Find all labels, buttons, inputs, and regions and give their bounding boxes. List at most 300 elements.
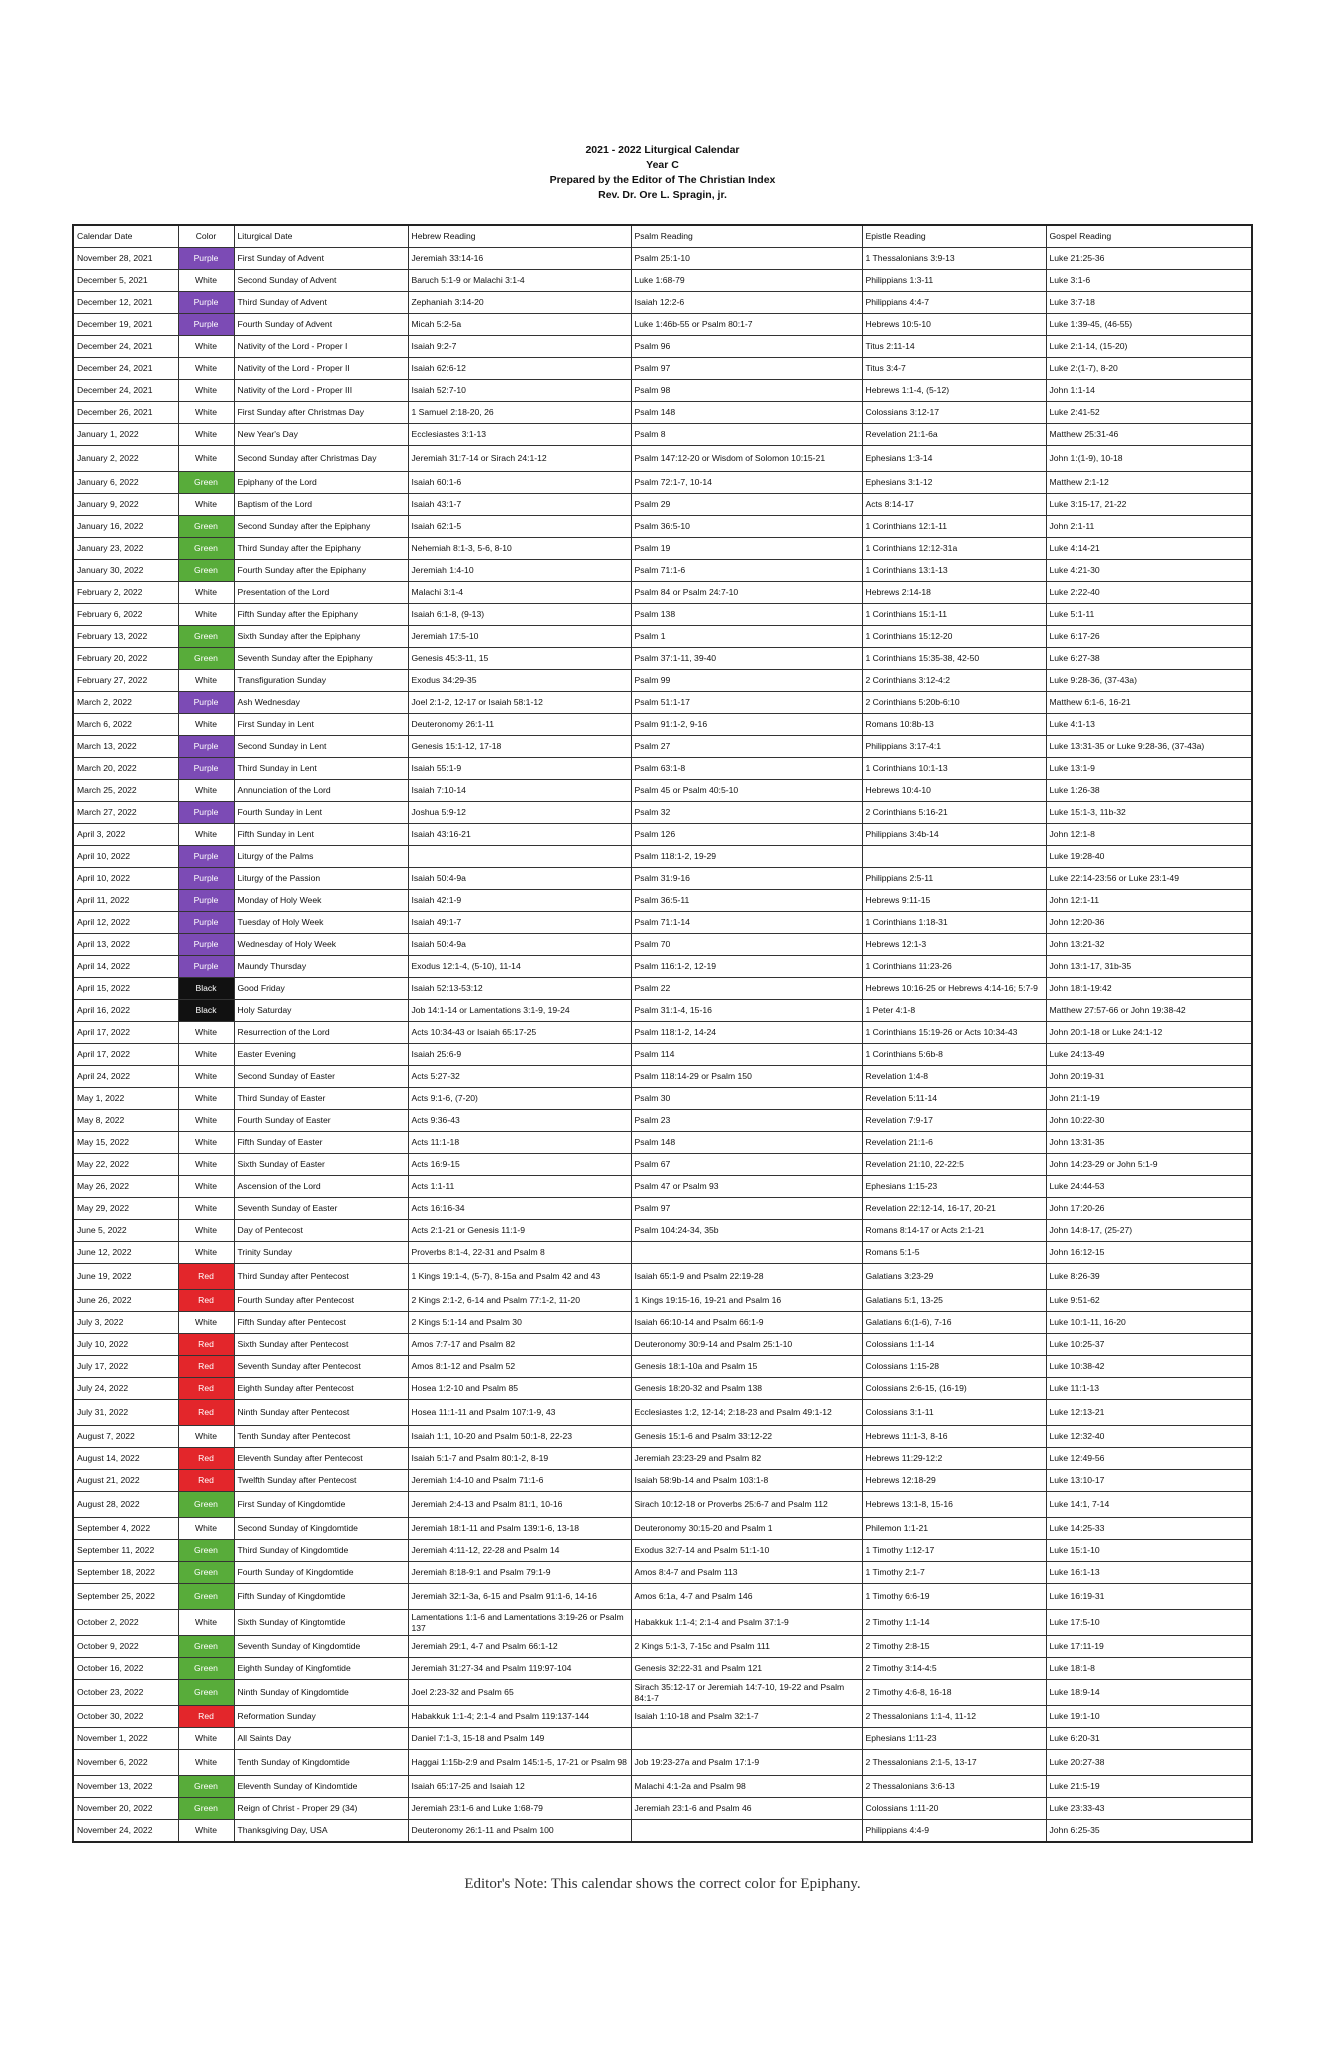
liturgical-date-cell: Ascension of the Lord [234, 1176, 408, 1198]
calendar-date-cell: January 1, 2022 [73, 424, 178, 446]
table-row [73, 582, 1252, 604]
liturgical-date-cell: Fourth Sunday after the Epiphany [234, 560, 408, 582]
liturgical-date-cell: Seventh Sunday after the Epiphany [234, 648, 408, 670]
hebrew-reading-cell: Nehemiah 8:1-3, 5-6, 8-10 [408, 538, 631, 560]
epistle-reading-cell: Ephesians 1:15-23 [862, 1176, 1046, 1198]
epistle-reading-cell: Philippians 4:4-7 [862, 292, 1046, 314]
calendar-date-cell: January 9, 2022 [73, 494, 178, 516]
hebrew-reading-cell: Zephaniah 3:14-20 [408, 292, 631, 314]
hebrew-reading-cell: Isaiah 43:1-7 [408, 494, 631, 516]
hebrew-reading-cell: Acts 2:1-21 or Genesis 11:1-9 [408, 1220, 631, 1242]
hebrew-reading-cell: Exodus 34:29-35 [408, 670, 631, 692]
epistle-reading-cell: Colossians 3:1-11 [862, 1400, 1046, 1426]
calendar-header [0, 143, 1325, 203]
epistle-reading-cell: Hebrews 11:29-12:2 [862, 1448, 1046, 1470]
gospel-reading-cell: John 13:31-35 [1046, 1132, 1252, 1154]
psalm-reading-cell: Psalm 31:9-16 [631, 868, 862, 890]
psalm-reading-cell: 1 Kings 19:15-16, 19-21 and Psalm 16 [631, 1290, 862, 1312]
epistle-reading-cell: 1 Corinthians 15:12-20 [862, 626, 1046, 648]
liturgical-color-cell: Purple [178, 868, 234, 890]
liturgical-date-cell: Tenth Sunday of Kingdomtide [234, 1750, 408, 1776]
calendar-date-cell: July 31, 2022 [73, 1400, 178, 1426]
liturgical-calendar-table [72, 224, 1253, 1843]
calendar-date-cell: October 2, 2022 [73, 1610, 178, 1636]
calendar-date-cell: December 24, 2021 [73, 336, 178, 358]
column-header-epistle-reading: Epistle Reading [862, 225, 1046, 248]
epistle-reading-cell: 1 Corinthians 15:19-26 or Acts 10:34-43 [862, 1022, 1046, 1044]
gospel-reading-cell: Luke 16:1-13 [1046, 1562, 1252, 1584]
liturgical-date-cell: Liturgy of the Palms [234, 846, 408, 868]
epistle-reading-cell: Ephesians 1:11-23 [862, 1728, 1046, 1750]
gospel-reading-cell: Luke 13:31-35 or Luke 9:28-36, (37-43a) [1046, 736, 1252, 758]
liturgical-date-cell: Ninth Sunday of Kingdomtide [234, 1680, 408, 1706]
calendar-date-cell: September 25, 2022 [73, 1584, 178, 1610]
gospel-reading-cell: Luke 23:33-43 [1046, 1798, 1252, 1820]
table-row [73, 314, 1252, 336]
liturgical-color-cell: Green [178, 1636, 234, 1658]
psalm-reading-cell: Psalm 118:1-2, 14-24 [631, 1022, 862, 1044]
epistle-reading-cell: Hebrews 10:5-10 [862, 314, 1046, 336]
psalm-reading-cell: Psalm 138 [631, 604, 862, 626]
epistle-reading-cell: 2 Corinthians 3:12-4:2 [862, 670, 1046, 692]
psalm-reading-cell: Deuteronomy 30:15-20 and Psalm 1 [631, 1518, 862, 1540]
psalm-reading-cell: Psalm 97 [631, 1198, 862, 1220]
liturgical-color-cell: Green [178, 1798, 234, 1820]
gospel-reading-cell: Luke 2:1-14, (15-20) [1046, 336, 1252, 358]
psalm-reading-cell: Psalm 84 or Psalm 24:7-10 [631, 582, 862, 604]
hebrew-reading-cell: Malachi 3:1-4 [408, 582, 631, 604]
psalm-reading-cell: Psalm 31:1-4, 15-16 [631, 1000, 862, 1022]
liturgical-color-cell: Purple [178, 248, 234, 270]
epistle-reading-cell: Romans 5:1-5 [862, 1242, 1046, 1264]
psalm-reading-cell: Job 19:23-27a and Psalm 17:1-9 [631, 1750, 862, 1776]
gospel-reading-cell: Luke 14:1, 7-14 [1046, 1492, 1252, 1518]
calendar-date-cell: January 23, 2022 [73, 538, 178, 560]
calendar-date-cell: December 5, 2021 [73, 270, 178, 292]
table-row [73, 890, 1252, 912]
liturgical-date-cell: Fourth Sunday of Easter [234, 1110, 408, 1132]
calendar-date-cell: November 24, 2022 [73, 1820, 178, 1842]
liturgical-color-cell: White [178, 1242, 234, 1264]
hebrew-reading-cell: Deuteronomy 26:1-11 [408, 714, 631, 736]
psalm-reading-cell: Psalm 148 [631, 1132, 862, 1154]
calendar-year: Year C [646, 159, 679, 171]
hebrew-reading-cell: Isaiah 52:13-53:12 [408, 978, 631, 1000]
liturgical-color-cell: Red [178, 1356, 234, 1378]
liturgical-date-cell: Fourth Sunday of Kingdomtide [234, 1562, 408, 1584]
liturgical-date-cell: New Year's Day [234, 424, 408, 446]
epistle-reading-cell: 1 Corinthians 15:35-38, 42-50 [862, 648, 1046, 670]
calendar-date-cell: April 17, 2022 [73, 1044, 178, 1066]
gospel-reading-cell: Luke 15:1-3, 11b-32 [1046, 802, 1252, 824]
psalm-reading-cell: Malachi 4:1-2a and Psalm 98 [631, 1776, 862, 1798]
table-row [73, 248, 1252, 270]
liturgical-color-cell: Green [178, 538, 234, 560]
liturgical-date-cell: Baptism of the Lord [234, 494, 408, 516]
hebrew-reading-cell: 2 Kings 5:1-14 and Psalm 30 [408, 1312, 631, 1334]
psalm-reading-cell: Jeremiah 23:23-29 and Psalm 82 [631, 1448, 862, 1470]
epistle-reading-cell: Revelation 22:12-14, 16-17, 20-21 [862, 1198, 1046, 1220]
hebrew-reading-cell: Baruch 5:1-9 or Malachi 3:1-4 [408, 270, 631, 292]
hebrew-reading-cell: Isaiah 43:16-21 [408, 824, 631, 846]
hebrew-reading-cell: Lamentations 1:1-6 and Lamentations 3:19-26 or Psalm 137 [408, 1610, 631, 1636]
table-row [73, 846, 1252, 868]
epistle-reading-cell: Revelation 21:10, 22-22:5 [862, 1154, 1046, 1176]
hebrew-reading-cell: Genesis 15:1-12, 17-18 [408, 736, 631, 758]
gospel-reading-cell: Luke 21:25-36 [1046, 248, 1252, 270]
liturgical-date-cell: Thanksgiving Day, USA [234, 1820, 408, 1842]
liturgical-color-cell: Green [178, 516, 234, 538]
table-row [73, 1706, 1252, 1728]
hebrew-reading-cell: Jeremiah 1:4-10 and Psalm 71:1-6 [408, 1470, 631, 1492]
liturgical-date-cell: Fourth Sunday after Pentecost [234, 1290, 408, 1312]
psalm-reading-cell [631, 1820, 862, 1842]
epistle-reading-cell: Philippians 2:5-11 [862, 868, 1046, 890]
liturgical-color-cell: Purple [178, 314, 234, 336]
column-header-color: Color [178, 225, 234, 248]
gospel-reading-cell: Luke 24:13-49 [1046, 1044, 1252, 1066]
epistle-reading-cell: 1 Corinthians 15:1-11 [862, 604, 1046, 626]
psalm-reading-cell: Psalm 91:1-2, 9-16 [631, 714, 862, 736]
table-row [73, 1820, 1252, 1842]
epistle-reading-cell: 2 Thessalonians 2:1-5, 13-17 [862, 1750, 1046, 1776]
liturgical-color-cell: White [178, 714, 234, 736]
liturgical-date-cell: Eighth Sunday of Kingfomtide [234, 1658, 408, 1680]
hebrew-reading-cell: Isaiah 6:1-8, (9-13) [408, 604, 631, 626]
calendar-date-cell: October 23, 2022 [73, 1680, 178, 1706]
hebrew-reading-cell: Acts 5:27-32 [408, 1066, 631, 1088]
hebrew-reading-cell: Daniel 7:1-3, 15-18 and Psalm 149 [408, 1728, 631, 1750]
hebrew-reading-cell: Jeremiah 31:27-34 and Psalm 119:97-104 [408, 1658, 631, 1680]
psalm-reading-cell: Psalm 25:1-10 [631, 248, 862, 270]
epistle-reading-cell: Romans 8:14-17 or Acts 2:1-21 [862, 1220, 1046, 1242]
gospel-reading-cell: Luke 17:5-10 [1046, 1610, 1252, 1636]
epistle-reading-cell: Revelation 21:1-6 [862, 1132, 1046, 1154]
calendar-date-cell: December 24, 2021 [73, 380, 178, 402]
calendar-date-cell: August 7, 2022 [73, 1426, 178, 1448]
epistle-reading-cell: Hebrews 10:16-25 or Hebrews 4:14-16; 5:7-9 [862, 978, 1046, 1000]
liturgical-color-cell: Green [178, 472, 234, 494]
gospel-reading-cell: Luke 18:9-14 [1046, 1680, 1252, 1706]
psalm-reading-cell: Psalm 98 [631, 380, 862, 402]
epistle-reading-cell: 2 Timothy 3:14-4:5 [862, 1658, 1046, 1680]
liturgical-color-cell: White [178, 582, 234, 604]
liturgical-date-cell: Good Friday [234, 978, 408, 1000]
table-row [73, 1176, 1252, 1198]
epistle-reading-cell: Revelation 7:9-17 [862, 1110, 1046, 1132]
hebrew-reading-cell: Amos 7:7-17 and Psalm 82 [408, 1334, 631, 1356]
gospel-reading-cell: John 12:1-8 [1046, 824, 1252, 846]
liturgical-color-cell: White [178, 1820, 234, 1842]
hebrew-reading-cell: Acts 16:9-15 [408, 1154, 631, 1176]
calendar-date-cell: February 13, 2022 [73, 626, 178, 648]
hebrew-reading-cell: Hosea 1:2-10 and Psalm 85 [408, 1378, 631, 1400]
psalm-reading-cell: Psalm 71:1-6 [631, 560, 862, 582]
hebrew-reading-cell: Isaiah 50:4-9a [408, 868, 631, 890]
calendar-date-cell: March 13, 2022 [73, 736, 178, 758]
psalm-reading-cell: Psalm 148 [631, 402, 862, 424]
hebrew-reading-cell: 1 Kings 19:1-4, (5-7), 8-15a and Psalm 42 and 43 [408, 1264, 631, 1290]
gospel-reading-cell: Luke 1:39-45, (46-55) [1046, 314, 1252, 336]
table-row [73, 424, 1252, 446]
liturgical-date-cell: Seventh Sunday after Pentecost [234, 1356, 408, 1378]
hebrew-reading-cell: Jeremiah 18:1-11 and Psalm 139:1-6, 13-18 [408, 1518, 631, 1540]
calendar-date-cell: June 26, 2022 [73, 1290, 178, 1312]
epistle-reading-cell: 1 Thessalonians 3:9-13 [862, 248, 1046, 270]
epistle-reading-cell: 2 Thessalonians 1:1-4, 11-12 [862, 1706, 1046, 1728]
column-header-calendar-date: Calendar Date [73, 225, 178, 248]
liturgical-color-cell: Red [178, 1448, 234, 1470]
gospel-reading-cell: Luke 21:5-19 [1046, 1776, 1252, 1798]
gospel-reading-cell: Luke 2:22-40 [1046, 582, 1252, 604]
epistle-reading-cell: Ephesians 3:1-12 [862, 472, 1046, 494]
epistle-reading-cell: Hebrews 12:1-3 [862, 934, 1046, 956]
calendar-date-cell: December 12, 2021 [73, 292, 178, 314]
table-row [73, 472, 1252, 494]
hebrew-reading-cell: Isaiah 9:2-7 [408, 336, 631, 358]
hebrew-reading-cell: Isaiah 62:6-12 [408, 358, 631, 380]
calendar-date-cell: July 17, 2022 [73, 1356, 178, 1378]
table-row [73, 1680, 1252, 1706]
epistle-reading-cell: Revelation 5:11-14 [862, 1088, 1046, 1110]
hebrew-reading-cell: Jeremiah 8:18-9:1 and Psalm 79:1-9 [408, 1562, 631, 1584]
epistle-reading-cell: 2 Corinthians 5:20b-6:10 [862, 692, 1046, 714]
gospel-reading-cell: Luke 12:13-21 [1046, 1400, 1252, 1426]
gospel-reading-cell: Luke 4:1-13 [1046, 714, 1252, 736]
gospel-reading-cell: Luke 20:27-38 [1046, 1750, 1252, 1776]
calendar-date-cell: November 13, 2022 [73, 1776, 178, 1798]
psalm-reading-cell: Genesis 18:20-32 and Psalm 138 [631, 1378, 862, 1400]
column-header-liturgical-date: Liturgical Date [234, 225, 408, 248]
table-row [73, 670, 1252, 692]
calendar-date-cell: March 6, 2022 [73, 714, 178, 736]
epistle-reading-cell: 1 Peter 4:1-8 [862, 1000, 1046, 1022]
epistle-reading-cell: Galatians 6:(1-6), 7-16 [862, 1312, 1046, 1334]
epistle-reading-cell: Colossians 1:11-20 [862, 1798, 1046, 1820]
table-row [73, 934, 1252, 956]
gospel-reading-cell: John 13:21-32 [1046, 934, 1252, 956]
gospel-reading-cell: John 10:22-30 [1046, 1110, 1252, 1132]
psalm-reading-cell: Habakkuk 1:1-4; 2:1-4 and Psalm 37:1-9 [631, 1610, 862, 1636]
gospel-reading-cell: Luke 4:14-21 [1046, 538, 1252, 560]
psalm-reading-cell: Psalm 114 [631, 1044, 862, 1066]
liturgical-color-cell: White [178, 1426, 234, 1448]
gospel-reading-cell: Luke 10:38-42 [1046, 1356, 1252, 1378]
liturgical-date-cell: Third Sunday after the Epiphany [234, 538, 408, 560]
hebrew-reading-cell: Joshua 5:9-12 [408, 802, 631, 824]
liturgical-color-cell: Green [178, 648, 234, 670]
gospel-reading-cell: John 20:19-31 [1046, 1066, 1252, 1088]
gospel-reading-cell: Luke 13:1-9 [1046, 758, 1252, 780]
calendar-date-cell: March 25, 2022 [73, 780, 178, 802]
psalm-reading-cell [631, 1242, 862, 1264]
table-row [73, 758, 1252, 780]
calendar-date-cell: January 6, 2022 [73, 472, 178, 494]
liturgical-color-cell: Green [178, 1658, 234, 1680]
liturgical-color-cell: White [178, 358, 234, 380]
calendar-date-cell: December 26, 2021 [73, 402, 178, 424]
psalm-reading-cell: Luke 1:68-79 [631, 270, 862, 292]
liturgical-color-cell: White [178, 424, 234, 446]
table-row [73, 270, 1252, 292]
epistle-reading-cell: 1 Corinthians 10:1-13 [862, 758, 1046, 780]
calendar-date-cell: June 12, 2022 [73, 1242, 178, 1264]
calendar-date-cell: January 16, 2022 [73, 516, 178, 538]
calendar-date-cell: July 24, 2022 [73, 1378, 178, 1400]
gospel-reading-cell: Luke 18:1-8 [1046, 1658, 1252, 1680]
hebrew-reading-cell: Acts 9:36-43 [408, 1110, 631, 1132]
epistle-reading-cell: Colossians 3:12-17 [862, 402, 1046, 424]
epistle-reading-cell: 2 Corinthians 5:16-21 [862, 802, 1046, 824]
table-row [73, 1470, 1252, 1492]
psalm-reading-cell: Psalm 27 [631, 736, 862, 758]
liturgical-date-cell: Eleventh Sunday after Pentecost [234, 1448, 408, 1470]
liturgical-date-cell: Fifth Sunday in Lent [234, 824, 408, 846]
table-row [73, 648, 1252, 670]
liturgical-color-cell: White [178, 1044, 234, 1066]
table-row [73, 868, 1252, 890]
table-row [73, 1400, 1252, 1426]
liturgical-color-cell: White [178, 380, 234, 402]
psalm-reading-cell: Amos 6:1a, 4-7 and Psalm 146 [631, 1584, 862, 1610]
liturgical-date-cell: Second Sunday in Lent [234, 736, 408, 758]
gospel-reading-cell: Luke 16:19-31 [1046, 1584, 1252, 1610]
liturgical-color-cell: White [178, 1022, 234, 1044]
epistle-reading-cell: Colossians 2:6-15, (16-19) [862, 1378, 1046, 1400]
gospel-reading-cell: Matthew 25:31-46 [1046, 424, 1252, 446]
hebrew-reading-cell: Jeremiah 29:1, 4-7 and Psalm 66:1-12 [408, 1636, 631, 1658]
liturgical-date-cell: Nativity of the Lord - Proper III [234, 380, 408, 402]
hebrew-reading-cell: Acts 9:1-6, (7-20) [408, 1088, 631, 1110]
epistle-reading-cell: 1 Corinthians 13:1-13 [862, 560, 1046, 582]
liturgical-date-cell: Nativity of the Lord - Proper II [234, 358, 408, 380]
table-row [73, 692, 1252, 714]
calendar-date-cell: October 9, 2022 [73, 1636, 178, 1658]
hebrew-reading-cell: Isaiah 42:1-9 [408, 890, 631, 912]
table-row [73, 1798, 1252, 1820]
epistle-reading-cell: Titus 2:11-14 [862, 336, 1046, 358]
calendar-date-cell: March 2, 2022 [73, 692, 178, 714]
hebrew-reading-cell: Hosea 11:1-11 and Psalm 107:1-9, 43 [408, 1400, 631, 1426]
liturgical-color-cell: Red [178, 1264, 234, 1290]
calendar-date-cell: March 27, 2022 [73, 802, 178, 824]
gospel-reading-cell: John 6:25-35 [1046, 1820, 1252, 1842]
table-row [73, 560, 1252, 582]
liturgical-date-cell: Eighth Sunday after Pentecost [234, 1378, 408, 1400]
calendar-date-cell: October 30, 2022 [73, 1706, 178, 1728]
liturgical-color-cell: White [178, 1518, 234, 1540]
epistle-reading-cell: Philippians 3:4b-14 [862, 824, 1046, 846]
liturgical-color-cell: White [178, 1110, 234, 1132]
table-row [73, 1242, 1252, 1264]
psalm-reading-cell: Psalm 67 [631, 1154, 862, 1176]
psalm-reading-cell: Psalm 147:12-20 or Wisdom of Solomon 10:15-21 [631, 446, 862, 472]
epistle-reading-cell: 2 Timothy 2:8-15 [862, 1636, 1046, 1658]
gospel-reading-cell: Luke 17:11-19 [1046, 1636, 1252, 1658]
hebrew-reading-cell: Jeremiah 17:5-10 [408, 626, 631, 648]
calendar-date-cell: April 3, 2022 [73, 824, 178, 846]
gospel-reading-cell: Luke 22:14-23:56 or Luke 23:1-49 [1046, 868, 1252, 890]
hebrew-reading-cell: Acts 11:1-18 [408, 1132, 631, 1154]
liturgical-date-cell: Tenth Sunday after Pentecost [234, 1426, 408, 1448]
epistle-reading-cell: Philippians 4:4-9 [862, 1820, 1046, 1842]
liturgical-date-cell: Monday of Holy Week [234, 890, 408, 912]
liturgical-date-cell: Easter Evening [234, 1044, 408, 1066]
psalm-reading-cell: Amos 8:4-7 and Psalm 113 [631, 1562, 862, 1584]
epistle-reading-cell: Titus 3:4-7 [862, 358, 1046, 380]
calendar-date-cell: August 14, 2022 [73, 1448, 178, 1470]
liturgical-color-cell: Green [178, 560, 234, 582]
liturgical-color-cell: Red [178, 1290, 234, 1312]
liturgical-color-cell: Green [178, 1584, 234, 1610]
gospel-reading-cell: Luke 14:25-33 [1046, 1518, 1252, 1540]
editors-note: Editor's Note: This calendar shows the correct color for Epiphany. [464, 1876, 861, 1892]
epistle-reading-cell: Hebrews 2:14-18 [862, 582, 1046, 604]
psalm-reading-cell: Psalm 51:1-17 [631, 692, 862, 714]
calendar-date-cell: April 10, 2022 [73, 868, 178, 890]
table-row [73, 446, 1252, 472]
liturgical-color-cell: White [178, 494, 234, 516]
liturgical-color-cell: Purple [178, 934, 234, 956]
epistle-reading-cell: Revelation 1:4-8 [862, 1066, 1046, 1088]
gospel-reading-cell: Matthew 6:1-6, 16-21 [1046, 692, 1252, 714]
epistle-reading-cell: 1 Corinthians 11:23-26 [862, 956, 1046, 978]
liturgical-color-cell: Green [178, 1680, 234, 1706]
liturgical-color-cell: White [178, 1154, 234, 1176]
liturgical-date-cell: Liturgy of the Passion [234, 868, 408, 890]
calendar-date-cell: April 13, 2022 [73, 934, 178, 956]
calendar-date-cell: August 28, 2022 [73, 1492, 178, 1518]
gospel-reading-cell: Luke 3:1-6 [1046, 270, 1252, 292]
liturgical-color-cell: Black [178, 1000, 234, 1022]
table-row [73, 978, 1252, 1000]
liturgical-date-cell: Seventh Sunday of Kingdomtide [234, 1636, 408, 1658]
hebrew-reading-cell: Ecclesiastes 3:1-13 [408, 424, 631, 446]
liturgical-color-cell: White [178, 1610, 234, 1636]
epistle-reading-cell: Romans 10:8b-13 [862, 714, 1046, 736]
column-header-hebrew-reading: Hebrew Reading [408, 225, 631, 248]
calendar-date-cell: September 4, 2022 [73, 1518, 178, 1540]
liturgical-date-cell: Second Sunday after Christmas Day [234, 446, 408, 472]
psalm-reading-cell: Luke 1:46b-55 or Psalm 80:1-7 [631, 314, 862, 336]
liturgical-date-cell: First Sunday in Lent [234, 714, 408, 736]
gospel-reading-cell: Luke 15:1-10 [1046, 1540, 1252, 1562]
psalm-reading-cell: Psalm 116:1-2, 12-19 [631, 956, 862, 978]
calendar-date-cell: April 24, 2022 [73, 1066, 178, 1088]
table-row [73, 1562, 1252, 1584]
hebrew-reading-cell: Isaiah 25:6-9 [408, 1044, 631, 1066]
table-row [73, 336, 1252, 358]
gospel-reading-cell: John 20:1-18 or Luke 24:1-12 [1046, 1022, 1252, 1044]
table-row [73, 1198, 1252, 1220]
gospel-reading-cell: John 12:1-11 [1046, 890, 1252, 912]
psalm-reading-cell: Psalm 70 [631, 934, 862, 956]
liturgical-color-cell: White [178, 270, 234, 292]
gospel-reading-cell: Luke 8:26-39 [1046, 1264, 1252, 1290]
table-row [73, 1356, 1252, 1378]
calendar-date-cell: December 19, 2021 [73, 314, 178, 336]
hebrew-reading-cell: Joel 2:1-2, 12-17 or Isaiah 58:1-12 [408, 692, 631, 714]
calendar-date-cell: September 18, 2022 [73, 1562, 178, 1584]
calendar-date-cell: April 17, 2022 [73, 1022, 178, 1044]
table-row [73, 1132, 1252, 1154]
table-row [73, 714, 1252, 736]
epistle-reading-cell: Acts 8:14-17 [862, 494, 1046, 516]
psalm-reading-cell: Genesis 32:22-31 and Psalm 121 [631, 1658, 862, 1680]
gospel-reading-cell: Luke 11:1-13 [1046, 1378, 1252, 1400]
table-row [73, 956, 1252, 978]
gospel-reading-cell: Luke 5:1-11 [1046, 604, 1252, 626]
